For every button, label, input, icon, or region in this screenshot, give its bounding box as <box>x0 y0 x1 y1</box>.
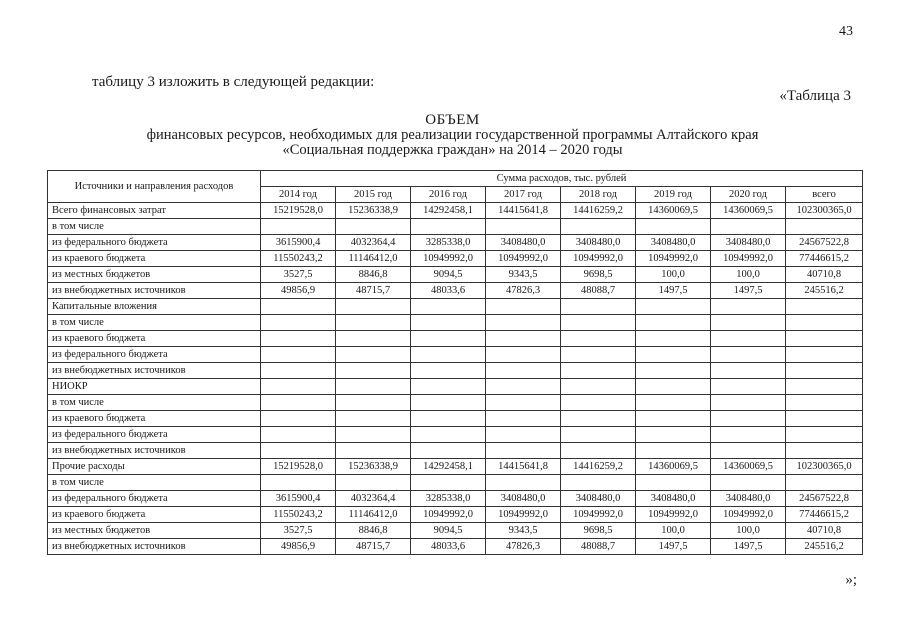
heading-subtitle: финансовых ресурсов, необходимых для реализации государственной программы Алтайского края <box>146 127 759 143</box>
row-label: из краевого бюджета <box>48 411 261 427</box>
value-cell: 48033,6 <box>411 283 486 299</box>
row-label: из федерального бюджета <box>48 235 261 251</box>
value-cell: 10949992,0 <box>486 251 561 267</box>
row-label: НИОКР <box>48 379 261 395</box>
value-cell <box>711 443 786 459</box>
row-label: из местных бюджетов <box>48 267 261 283</box>
value-cell <box>711 411 786 427</box>
value-cell: 3615900,4 <box>261 491 336 507</box>
intro-text: таблицу 3 изложить в следующей редакции: <box>92 74 375 90</box>
row-label: из федерального бюджета <box>48 347 261 363</box>
value-cell: 100,0 <box>636 523 711 539</box>
page-number: 43 <box>839 24 853 39</box>
table-row <box>48 315 863 331</box>
value-cell: 77446615,2 <box>786 507 863 523</box>
row-label: Прочие расходы <box>48 459 261 475</box>
value-cell: 1497,5 <box>636 283 711 299</box>
value-cell <box>261 427 336 443</box>
value-cell: 9698,5 <box>561 523 636 539</box>
value-cell: 49856,9 <box>261 283 336 299</box>
value-cell <box>336 219 411 235</box>
value-cell <box>786 363 863 379</box>
value-cell: 1497,5 <box>636 539 711 555</box>
value-cell <box>636 379 711 395</box>
value-cell <box>336 347 411 363</box>
value-cell <box>411 219 486 235</box>
value-cell: 4032364,4 <box>336 491 411 507</box>
value-cell: 47826,3 <box>486 539 561 555</box>
row-label: из краевого бюджета <box>48 507 261 523</box>
closing-quote: »; <box>845 572 857 588</box>
row-label: Капитальные вложения <box>48 299 261 315</box>
value-cell: 9094,5 <box>411 523 486 539</box>
value-cell: 3408480,0 <box>486 491 561 507</box>
value-cell: 3408480,0 <box>486 235 561 251</box>
value-cell <box>786 347 863 363</box>
value-cell: 47826,3 <box>486 283 561 299</box>
value-cell <box>486 411 561 427</box>
value-cell <box>636 331 711 347</box>
value-cell: 100,0 <box>711 267 786 283</box>
value-cell: 11146412,0 <box>336 251 411 267</box>
value-cell <box>411 379 486 395</box>
value-cell <box>411 411 486 427</box>
row-label: из внебюджетных источников <box>48 443 261 459</box>
value-cell: 3408480,0 <box>711 491 786 507</box>
value-cell <box>411 395 486 411</box>
value-cell <box>261 411 336 427</box>
table-row <box>48 251 863 267</box>
value-cell: 14416259,2 <box>561 203 636 219</box>
value-cell <box>711 395 786 411</box>
value-cell <box>711 347 786 363</box>
value-cell: 245516,2 <box>786 283 863 299</box>
row-label: из федерального бюджета <box>48 491 261 507</box>
value-cell <box>561 379 636 395</box>
table-row <box>48 427 863 443</box>
value-cell: 49856,9 <box>261 539 336 555</box>
value-cell: 14415641,8 <box>486 203 561 219</box>
value-cell: 8846,8 <box>336 523 411 539</box>
value-cell <box>486 395 561 411</box>
value-cell: 48088,7 <box>561 539 636 555</box>
value-cell: 10949992,0 <box>561 251 636 267</box>
value-cell <box>486 363 561 379</box>
table-row <box>48 523 863 539</box>
value-cell: 10949992,0 <box>636 251 711 267</box>
value-cell <box>636 443 711 459</box>
value-cell: 14292458,1 <box>411 459 486 475</box>
table-row <box>48 299 863 315</box>
value-cell: 3408480,0 <box>636 235 711 251</box>
value-cell: 48088,7 <box>561 283 636 299</box>
value-cell: 11550243,2 <box>261 507 336 523</box>
value-cell <box>336 315 411 331</box>
value-cell <box>261 379 336 395</box>
row-label: в том числе <box>48 475 261 491</box>
value-cell: 3285338,0 <box>411 235 486 251</box>
value-cell <box>636 411 711 427</box>
table-row <box>48 203 863 219</box>
value-cell <box>261 363 336 379</box>
value-cell <box>711 363 786 379</box>
value-cell <box>711 427 786 443</box>
row-label: Всего финансовых затрат <box>48 203 261 219</box>
value-cell <box>486 331 561 347</box>
value-cell <box>636 299 711 315</box>
table-row <box>48 411 863 427</box>
value-cell <box>561 363 636 379</box>
value-cell: 100,0 <box>711 523 786 539</box>
value-cell <box>636 363 711 379</box>
value-cell: 102300365,0 <box>786 459 863 475</box>
value-cell <box>636 315 711 331</box>
value-cell: 15236338,9 <box>336 459 411 475</box>
year-header: 2016 год <box>411 187 486 203</box>
value-cell <box>711 331 786 347</box>
value-cell <box>486 299 561 315</box>
value-cell <box>261 315 336 331</box>
value-cell: 11550243,2 <box>261 251 336 267</box>
value-cell: 10949992,0 <box>711 251 786 267</box>
value-cell: 14360069,5 <box>711 459 786 475</box>
table-row <box>48 507 863 523</box>
value-cell: 14415641,8 <box>486 459 561 475</box>
value-cell <box>561 395 636 411</box>
value-cell <box>411 427 486 443</box>
value-cell <box>261 331 336 347</box>
table-row <box>48 491 863 507</box>
value-cell: 3527,5 <box>261 523 336 539</box>
value-cell: 10949992,0 <box>561 507 636 523</box>
value-cell <box>411 363 486 379</box>
table-reference: «Таблица 3 <box>779 88 851 104</box>
value-cell: 14360069,5 <box>636 203 711 219</box>
value-cell: 9698,5 <box>561 267 636 283</box>
value-cell <box>336 443 411 459</box>
value-cell <box>486 443 561 459</box>
value-cell: 10949992,0 <box>411 507 486 523</box>
value-cell: 40710,8 <box>786 267 863 283</box>
value-cell: 48715,7 <box>336 283 411 299</box>
table-row <box>48 267 863 283</box>
year-header: 2015 год <box>336 187 411 203</box>
value-cell: 8846,8 <box>336 267 411 283</box>
value-cell: 15236338,9 <box>336 203 411 219</box>
value-cell <box>786 427 863 443</box>
value-cell <box>261 299 336 315</box>
value-cell <box>561 411 636 427</box>
value-cell: 3408480,0 <box>636 491 711 507</box>
value-cell <box>336 379 411 395</box>
value-cell <box>786 299 863 315</box>
value-cell <box>336 363 411 379</box>
value-cell: 100,0 <box>636 267 711 283</box>
row-label: в том числе <box>48 219 261 235</box>
value-cell: 1497,5 <box>711 539 786 555</box>
value-cell <box>411 347 486 363</box>
value-cell: 9094,5 <box>411 267 486 283</box>
year-header: всего <box>786 187 863 203</box>
value-cell <box>261 219 336 235</box>
value-cell <box>786 443 863 459</box>
value-cell <box>561 475 636 491</box>
value-cell <box>786 379 863 395</box>
document-heading <box>0 113 905 158</box>
value-cell <box>261 475 336 491</box>
table-row <box>48 331 863 347</box>
value-cell <box>486 379 561 395</box>
row-label: в том числе <box>48 395 261 411</box>
value-cell <box>411 475 486 491</box>
value-cell <box>411 331 486 347</box>
value-cell <box>486 315 561 331</box>
value-cell: 24567522,8 <box>786 235 863 251</box>
row-label: из внебюджетных источников <box>48 363 261 379</box>
value-cell <box>486 427 561 443</box>
value-cell <box>486 219 561 235</box>
year-header: 2018 год <box>561 187 636 203</box>
table-row <box>48 363 863 379</box>
heading-title: ОБЪЕМ <box>425 112 480 128</box>
value-cell <box>486 347 561 363</box>
value-cell <box>786 475 863 491</box>
value-cell <box>561 219 636 235</box>
value-cell: 14360069,5 <box>711 203 786 219</box>
value-cell <box>561 443 636 459</box>
table-row <box>48 395 863 411</box>
value-cell <box>636 395 711 411</box>
value-cell <box>786 411 863 427</box>
value-cell: 48715,7 <box>336 539 411 555</box>
row-label: из внебюджетных источников <box>48 539 261 555</box>
value-cell: 14360069,5 <box>636 459 711 475</box>
value-cell: 15219528,0 <box>261 459 336 475</box>
value-cell <box>561 315 636 331</box>
value-cell: 102300365,0 <box>786 203 863 219</box>
table-row <box>48 219 863 235</box>
value-cell <box>786 331 863 347</box>
value-cell: 3527,5 <box>261 267 336 283</box>
value-cell <box>336 475 411 491</box>
value-cell <box>561 299 636 315</box>
table-row <box>48 379 863 395</box>
value-cell: 24567522,8 <box>786 491 863 507</box>
value-cell: 10949992,0 <box>486 507 561 523</box>
year-header: 2017 год <box>486 187 561 203</box>
row-label: из местных бюджетов <box>48 523 261 539</box>
value-cell <box>561 427 636 443</box>
value-cell: 40710,8 <box>786 523 863 539</box>
source-header: Источники и направления расходов <box>48 171 261 203</box>
value-cell <box>486 475 561 491</box>
value-cell: 10949992,0 <box>411 251 486 267</box>
value-cell <box>336 427 411 443</box>
value-cell <box>261 443 336 459</box>
value-cell: 10949992,0 <box>636 507 711 523</box>
table-row <box>48 539 863 555</box>
value-cell <box>636 475 711 491</box>
row-label: из краевого бюджета <box>48 331 261 347</box>
value-cell: 14416259,2 <box>561 459 636 475</box>
value-cell: 11146412,0 <box>336 507 411 523</box>
table-row <box>48 235 863 251</box>
value-cell <box>636 347 711 363</box>
value-cell <box>711 219 786 235</box>
row-label: из краевого бюджета <box>48 251 261 267</box>
header-row-group <box>48 171 863 187</box>
year-header: 2019 год <box>636 187 711 203</box>
value-cell: 3285338,0 <box>411 491 486 507</box>
value-cell <box>261 347 336 363</box>
value-cell <box>561 347 636 363</box>
value-cell <box>411 299 486 315</box>
value-cell <box>786 395 863 411</box>
value-cell <box>261 395 336 411</box>
value-cell: 3408480,0 <box>561 235 636 251</box>
value-cell <box>561 331 636 347</box>
value-cell: 77446615,2 <box>786 251 863 267</box>
row-label: в том числе <box>48 315 261 331</box>
value-cell: 10949992,0 <box>711 507 786 523</box>
value-cell: 3408480,0 <box>711 235 786 251</box>
table-row <box>48 459 863 475</box>
value-cell: 15219528,0 <box>261 203 336 219</box>
year-header: 2014 год <box>261 187 336 203</box>
value-cell <box>711 299 786 315</box>
value-cell <box>636 427 711 443</box>
value-cell <box>411 443 486 459</box>
row-label: из федерального бюджета <box>48 427 261 443</box>
value-cell <box>336 299 411 315</box>
value-cell: 3615900,4 <box>261 235 336 251</box>
value-cell <box>336 331 411 347</box>
value-cell <box>411 315 486 331</box>
value-cell: 48033,6 <box>411 539 486 555</box>
table-row <box>48 283 863 299</box>
value-cell <box>336 395 411 411</box>
value-cell: 14292458,1 <box>411 203 486 219</box>
year-header: 2020 год <box>711 187 786 203</box>
table-row <box>48 475 863 491</box>
value-cell <box>711 475 786 491</box>
value-cell: 245516,2 <box>786 539 863 555</box>
table-body <box>48 203 863 555</box>
row-label: из внебюджетных источников <box>48 283 261 299</box>
value-cell: 3408480,0 <box>561 491 636 507</box>
value-cell <box>786 315 863 331</box>
finance-table <box>47 170 863 555</box>
table-row <box>48 443 863 459</box>
value-cell: 9343,5 <box>486 267 561 283</box>
value-cell: 4032364,4 <box>336 235 411 251</box>
table-row <box>48 347 863 363</box>
value-cell: 9343,5 <box>486 523 561 539</box>
value-cell <box>636 219 711 235</box>
group-header: Сумма расходов, тыс. рублей <box>261 171 863 187</box>
value-cell: 1497,5 <box>711 283 786 299</box>
value-cell <box>711 315 786 331</box>
value-cell <box>711 379 786 395</box>
value-cell <box>336 411 411 427</box>
value-cell <box>786 219 863 235</box>
heading-program: «Социальная поддержка граждан» на 2014 – 2020 годы <box>282 142 623 158</box>
